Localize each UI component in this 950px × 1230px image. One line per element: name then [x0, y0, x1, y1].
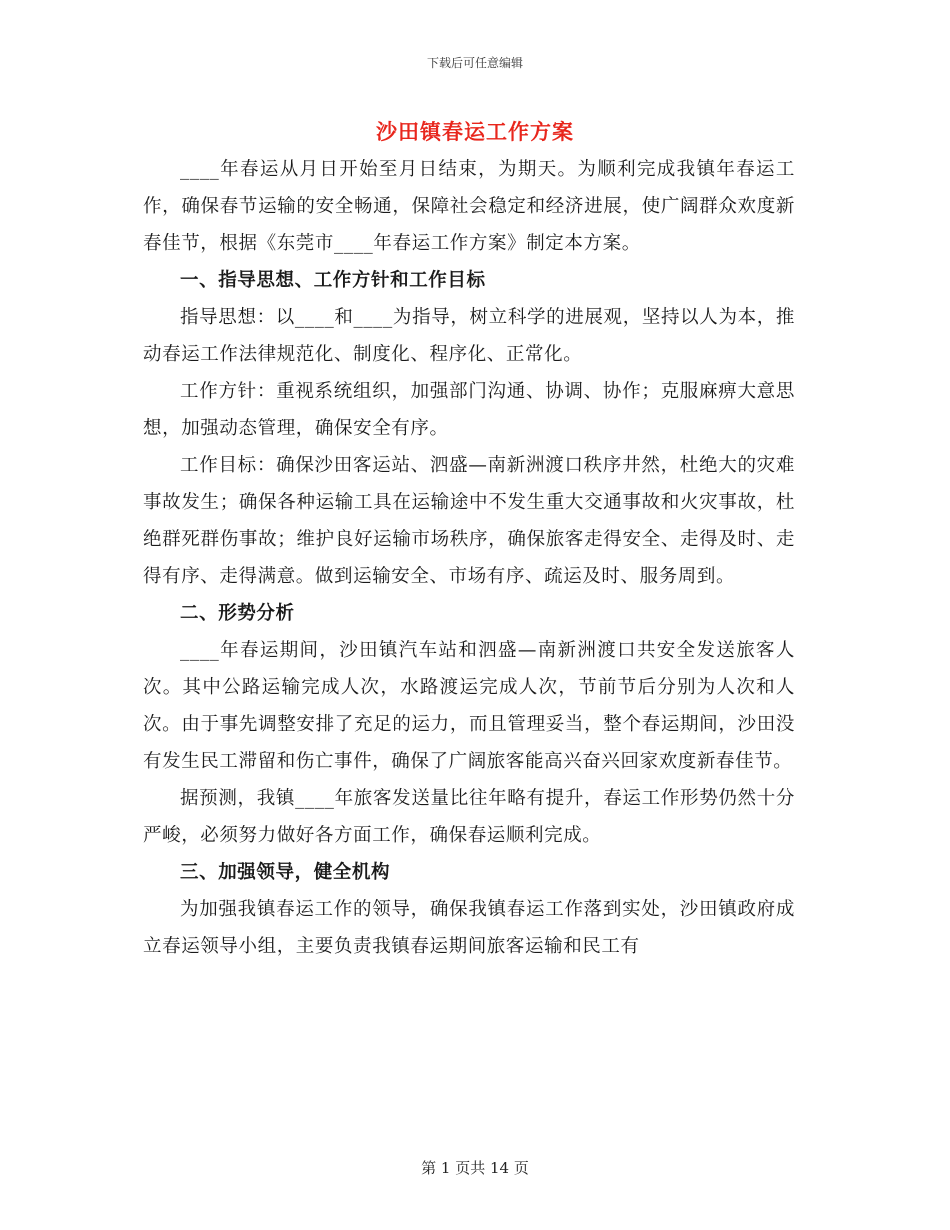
intro-paragraph: ____年春运从月日开始至月日结束，为期天。为顺利完成我镇年春运工作，确保春节运输的安全畅通，保障社会稳定和经济进展，使广阔群众欢度新春佳节，根据《东莞市____年春运工作方案》制定本方案。	[143, 159, 795, 254]
section-heading-1: 一、指导思想、工作方针和工作目标	[180, 270, 486, 291]
guiding-ideology-paragraph: 指导思想：以____和____为指导，树立科学的进展观，坚持以人为本，推动春运工作法律规范化、制度化、程序化、正常化。	[143, 307, 795, 365]
section-heading-2: 二、形势分析	[180, 603, 295, 624]
document-body	[143, 151, 795, 965]
page-footer: 第 1 页共 14 页	[421, 1159, 529, 1177]
section-heading-3: 三、加强领导，健全机构	[180, 862, 391, 883]
document-title: 沙田镇春运工作方案	[376, 119, 574, 144]
header-note: 下载后可任意编辑	[426, 56, 523, 70]
leadership-paragraph: 为加强我镇春运工作的领导，确保我镇春运工作落到实处，沙田镇政府成立春运领导小组，主要负责我镇春运期间旅客运输和民工有	[143, 899, 795, 957]
work-goal-paragraph: 工作目标：确保沙田客运站、泗盛—南新洲渡口秩序井然，杜绝大的灾难事故发生；确保各种运输工具在运输途中不发生重大交通事故和火灾事故，杜绝群死群伤事故；维护良好运输市场秩序，确保旅客走得安全、走得及时、走得有序、走得满意。做到运输安全、市场有序、疏运及时、服务周到。	[143, 455, 795, 587]
situation-paragraph-2: 据预测，我镇____年旅客发送量比往年略有提升，春运工作形势仍然十分严峻，必须努力做好各方面工作，确保春运顺利完成。	[143, 788, 795, 846]
situation-paragraph-1: ____年春运期间，沙田镇汽车站和泗盛—南新洲渡口共安全发送旅客人次。其中公路运输完成人次，水路渡运完成人次，节前节后分别为人次和人次。由于事先调整安排了充足的运力，而且管理妥当，整个春运期间，沙田没有发生民工滞留和伤亡事件，确保了广阔旅客能高兴奋兴回家欢度新春佳节。	[143, 640, 795, 772]
work-policy-paragraph: 工作方针：重视系统组织，加强部门沟通、协调、协作；克服麻痹大意思想，加强动态管理，确保安全有序。	[143, 381, 795, 439]
